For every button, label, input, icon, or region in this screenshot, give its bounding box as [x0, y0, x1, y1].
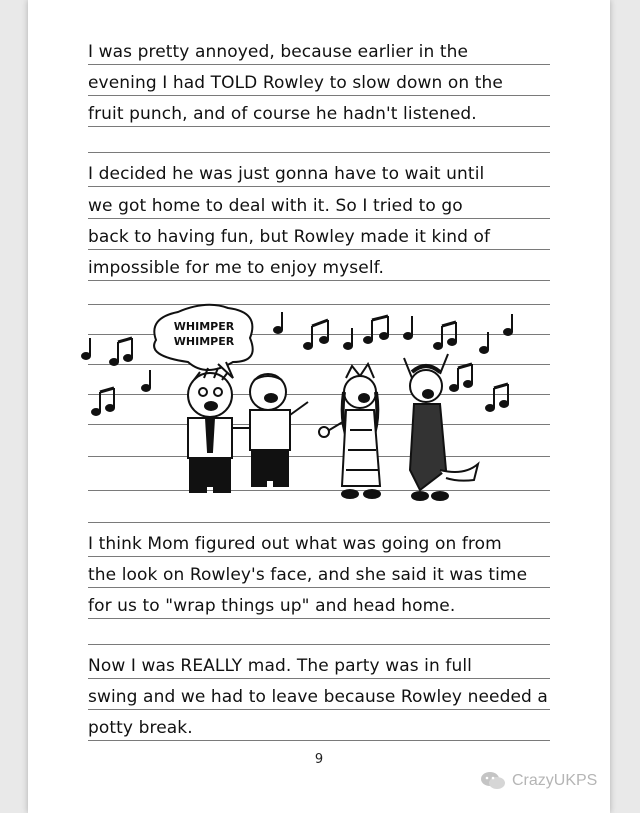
text-line: fruit punch, and of course he hadn't listened. — [88, 104, 477, 124]
ruled-line — [88, 678, 550, 679]
book-page — [28, 0, 610, 813]
text-line: I think Mom figured out what was going on from — [88, 534, 502, 554]
ruled-line — [88, 618, 550, 619]
ruled-line — [88, 740, 550, 741]
page-number: 9 — [314, 752, 324, 767]
ruled-line — [88, 556, 550, 557]
ruled-line — [88, 587, 550, 588]
text-line: potty break. — [88, 718, 193, 738]
ruled-line — [88, 522, 550, 523]
text-line: swing and we had to leave because Rowley needed a — [88, 687, 548, 707]
text-line: for us to "wrap things up" and head home. — [88, 596, 456, 616]
text-line: evening I had TOLD Rowley to slow down on the — [88, 73, 503, 93]
rowley-figure — [233, 374, 308, 486]
text-line: Now I was REALLY mad. The party was in full — [88, 656, 472, 676]
ruled-line — [88, 644, 550, 645]
text-line: the look on Rowley's face, and she said it was time — [88, 565, 528, 585]
ruled-line — [88, 709, 550, 710]
music-notes-icon — [82, 312, 512, 415]
bubble-line: WHIMPER — [173, 335, 235, 348]
text-line: we got home to deal with it. So I tried to go — [88, 196, 463, 216]
text-line: I was pretty annoyed, because earlier in the — [88, 42, 469, 62]
text-line: I decided he was just gonna have to wait until — [88, 164, 485, 184]
greg-figure — [188, 368, 232, 492]
text-line: impossible for me to enjoy myself. — [88, 258, 384, 278]
girl-dancer-figure — [319, 364, 380, 498]
watermark-text: CrazyUKPS — [512, 772, 598, 789]
bubble-line: WHIMPER — [173, 320, 235, 333]
mermaid-dancer-figure — [404, 354, 478, 500]
text-line: back to having fun, but Rowley made it kind of — [88, 227, 491, 247]
party-illustration — [28, 0, 610, 520]
watermark — [480, 770, 597, 792]
speech-bubble — [154, 305, 253, 378]
wechat-icon — [480, 770, 506, 792]
